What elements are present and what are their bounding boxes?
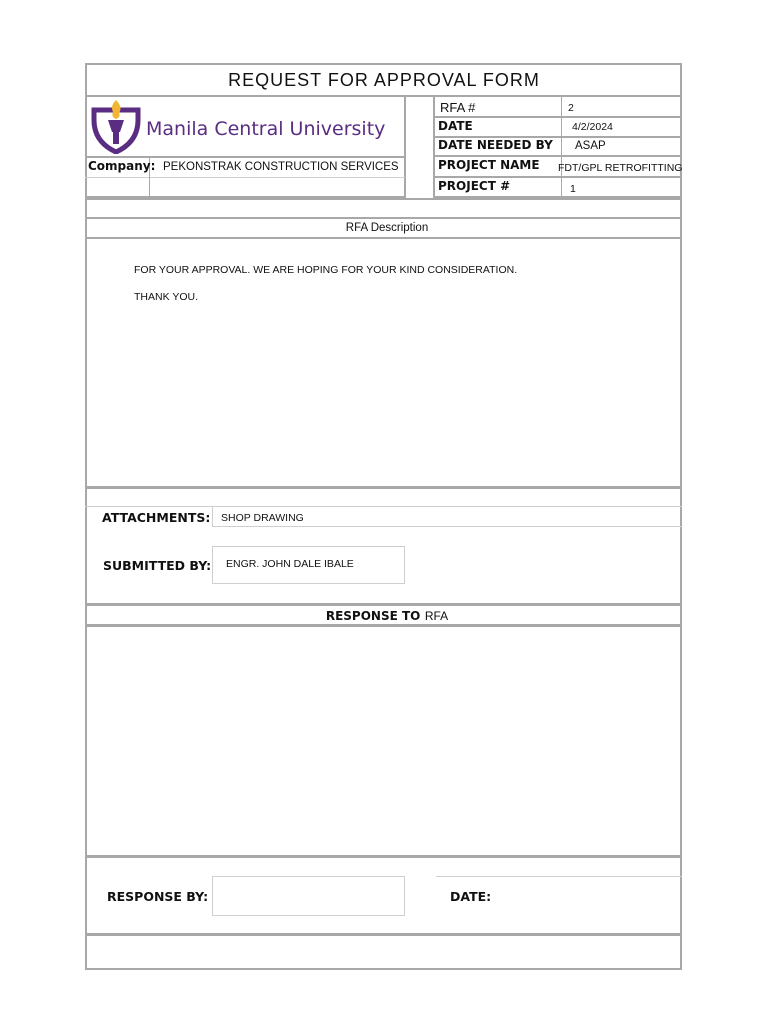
rfa-no-value: 2 (568, 102, 574, 114)
header-divider-left (404, 96, 406, 198)
company-label: Company: (88, 159, 156, 173)
description-line-1: FOR YOUR APPROVAL. WE ARE HOPING FOR YOUR KIND CONSIDERATION. (134, 264, 518, 276)
submitted-by-label: SUBMITTED BY: (103, 558, 212, 573)
description-line-2: THANK YOU. (134, 291, 198, 303)
meta-row-3 (434, 155, 682, 157)
meta-row-4 (434, 176, 682, 178)
date-label: DATE (438, 119, 473, 133)
response-by-label: RESPONSE BY: (107, 889, 209, 904)
response-header-bold: RESPONSE TO (325, 609, 421, 623)
project-name-value: FDT/GPL RETROFITTING (558, 162, 683, 174)
attachments-top (85, 506, 682, 507)
date-value: 4/2/2024 (572, 121, 613, 133)
attachments-value: SHOP DRAWING (221, 512, 304, 524)
project-name-label: PROJECT NAME (438, 158, 540, 172)
date-needed-label: DATE NEEDED BY (438, 138, 553, 152)
response-header-top (85, 603, 682, 606)
form-title: REQUEST FOR APPROVAL FORM (228, 70, 540, 90)
university-logo (88, 98, 404, 156)
description-bottom (85, 486, 682, 489)
description-header-bottom (85, 237, 682, 239)
company-value: PEKONSTRAK CONSTRUCTION SERVICES (163, 161, 399, 173)
project-no-label: PROJECT # (438, 179, 511, 193)
attachments-label-divider (212, 507, 213, 527)
header-divider-mid (433, 96, 435, 198)
meta-row-1 (434, 116, 682, 118)
response-date-label: DATE: (450, 889, 492, 904)
response-header-regular: RFA (424, 609, 449, 623)
response-header-bottom (85, 624, 682, 627)
submitted-by-value: ENGR. JOHN DALE IBALE (226, 558, 354, 570)
title-divider (85, 95, 682, 97)
project-no-value: 1 (570, 183, 576, 195)
rfa-description-header: RFA Description (345, 222, 429, 234)
attachments-bottom (212, 526, 682, 527)
spacer-line-2 (85, 217, 682, 219)
attachments-label: ATTACHMENTS: (102, 510, 211, 525)
response-header (0, 607, 768, 625)
university-name: Manila Central University (146, 118, 386, 140)
spacer-line-1 (85, 198, 682, 200)
response-by-bottom (85, 933, 682, 936)
header-divider-right (561, 96, 562, 198)
date-needed-value: ASAP (575, 140, 606, 152)
response-date-top (436, 876, 682, 877)
response-body-bottom (85, 855, 682, 858)
rfa-no-label: RFA # (440, 100, 476, 115)
torch-shield-icon (90, 98, 142, 154)
response-by-field[interactable] (212, 876, 405, 916)
company-row-mid (85, 177, 405, 178)
company-row-top (85, 156, 405, 158)
